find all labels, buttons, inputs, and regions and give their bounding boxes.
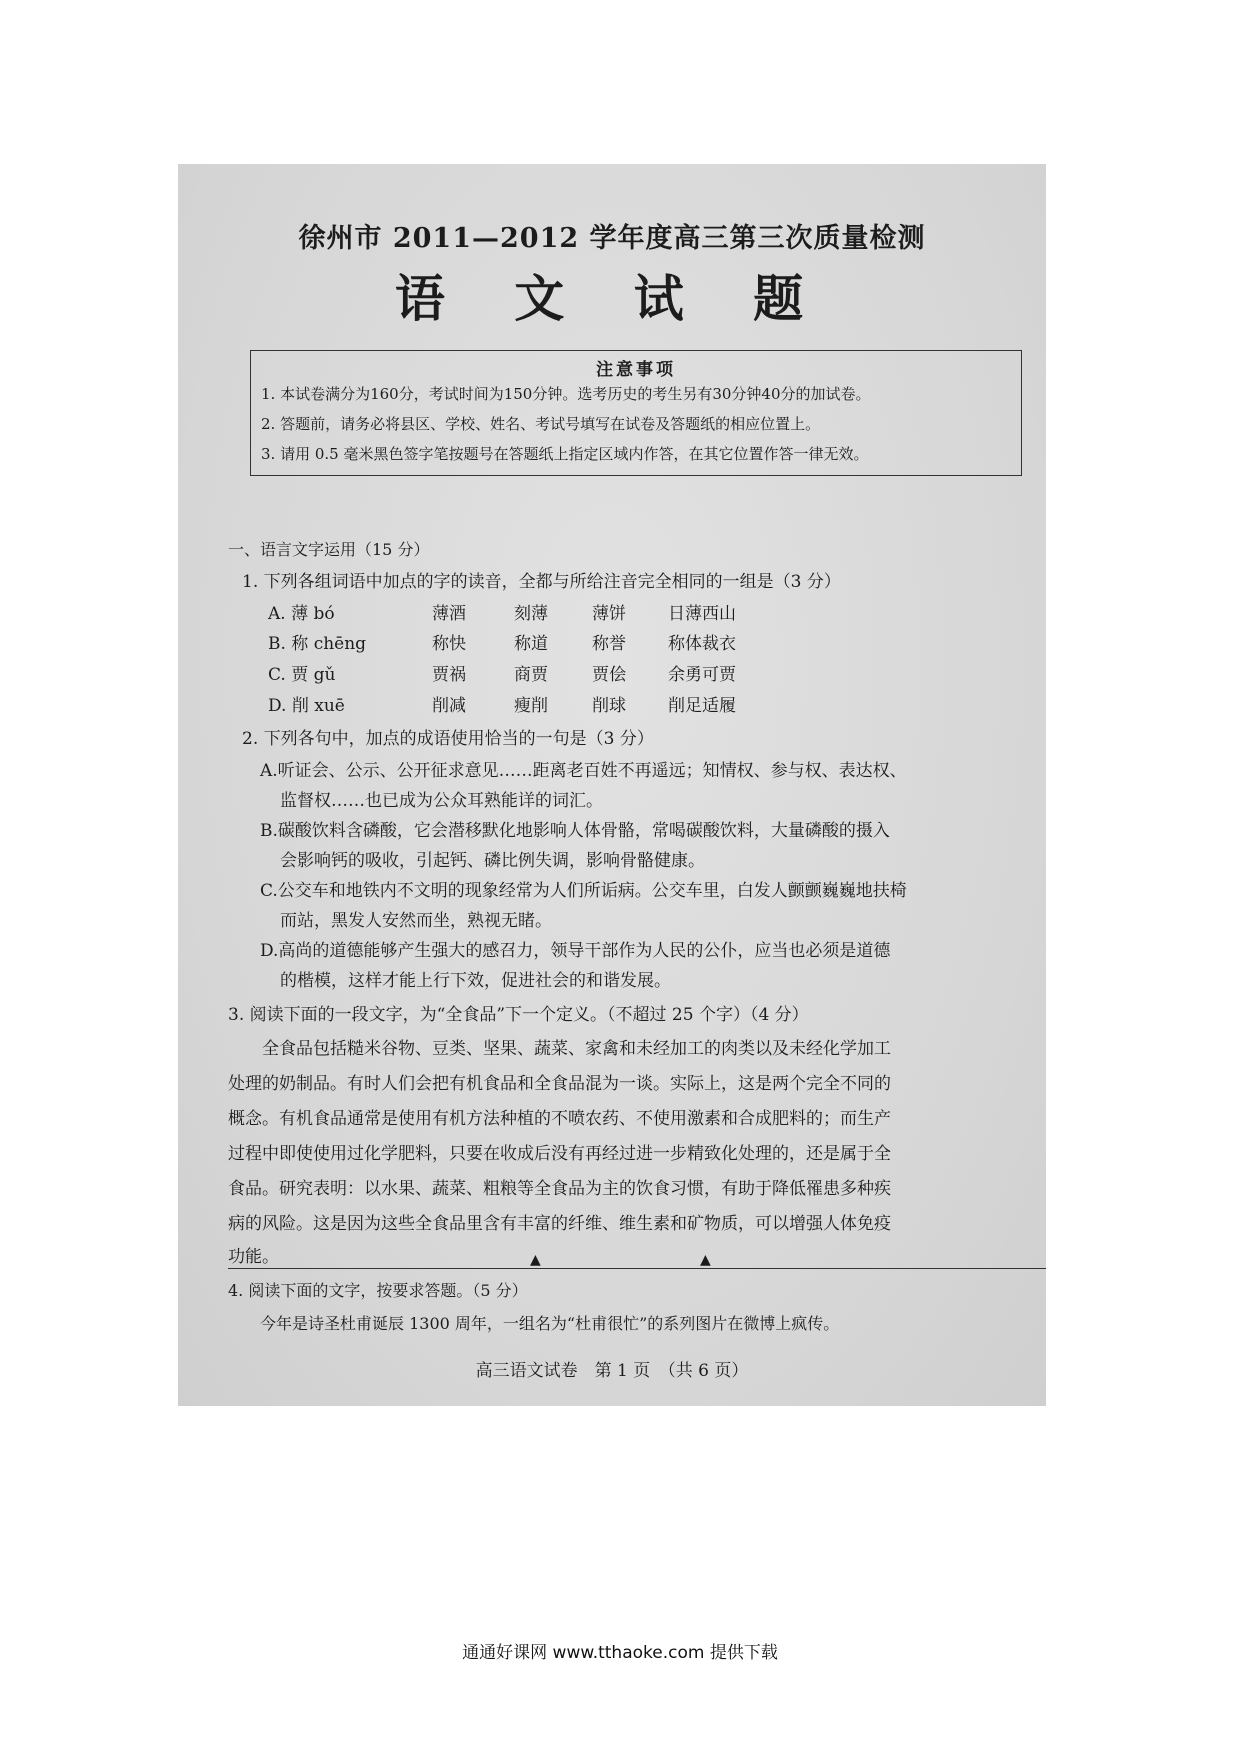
site-footer: 通通好课网 www.tthaoke.com 提供下载	[462, 1643, 778, 1663]
q2-option-b-line2: 会影响钙的吸收，引起钙、磷比例失调，影响骨骼健康。	[280, 851, 705, 871]
q1-option-label: C. 贾 gǔ	[268, 665, 336, 685]
section-heading: 一、语言文字运用（15 分）	[228, 540, 430, 559]
q2-option-a-line1: A.听证会、公示、公开征求意见……距离老百姓不再遥远；知情权、参与权、表达权、	[260, 761, 907, 781]
q1-option-label: A. 薄 bó	[268, 604, 335, 624]
q4-stem: 4. 阅读下面的文字，按要求答题。（5 分）	[228, 1281, 528, 1300]
q1-word: 削球	[592, 696, 626, 716]
q1-word: 薄酒	[432, 604, 466, 624]
q1-word: 商贾	[514, 665, 548, 685]
q1-word: 称快	[432, 634, 466, 654]
q1-word: 余勇可贾	[668, 665, 736, 685]
q1-word: 称体裁衣	[668, 634, 736, 654]
q1-word: 称誉	[592, 634, 626, 654]
notice-item: 2. 答题前，请务必将县区、学校、姓名、考试号填写在试卷及答题纸的相应位置上。	[261, 415, 821, 433]
q3-passage-line: 处理的奶制品。有时人们会把有机食品和全食品混为一谈。实际上，这是两个完全不同的	[228, 1074, 891, 1094]
q3-passage-line: 功能。	[228, 1247, 279, 1267]
q2-option-d-line2: 的楷模，这样才能上行下效，促进社会的和谐发展。	[280, 971, 671, 991]
q1-word: 削足适履	[668, 696, 736, 716]
q3-passage-line: 病的风险。这是因为这些全食品里含有丰富的纤维、维生素和矿物质，可以增强人体免疫	[228, 1214, 891, 1234]
q1-word: 贾侩	[592, 665, 626, 685]
q3-passage-line: 概念。有机食品通常是使用有机方法种植的不喷农药、不使用激素和合成肥料的；而生产	[228, 1109, 891, 1129]
q2-option-c-line2: 而站，黑发人安然而坐，熟视无睹。	[280, 911, 552, 931]
q1-word: 贾祸	[432, 665, 466, 685]
divider-triangle: ▲	[700, 1252, 711, 1268]
q1-word: 薄饼	[592, 604, 626, 624]
q1-word: 称道	[514, 634, 548, 654]
q1-word: 刻薄	[514, 604, 548, 624]
notice-item: 3. 请用 0.5 毫米黑色签字笔按题号在答题纸上指定区域内作答，在其它位置作答一律无效。	[261, 445, 869, 463]
section-divider	[228, 1268, 1046, 1269]
divider-triangle: ▲	[530, 1252, 541, 1268]
q2-stem: 2. 下列各句中，加点的成语使用恰当的一句是（3 分）	[242, 729, 654, 749]
notice-title: 注意事项	[596, 360, 676, 380]
q1-word: 削减	[432, 696, 466, 716]
q2-option-b-line1: B.碳酸饮料含磷酸，它会潜移默化地影响人体骨骼，常喝碳酸饮料，大量磷酸的摄入	[260, 821, 890, 841]
notice-item: 1. 本试卷满分为160分，考试时间为150分钟。选考历史的考生另有30分钟40分的加试卷。	[261, 385, 871, 403]
q4-passage-line: 今年是诗圣杜甫诞辰 1300 周年，一组名为“杜甫很忙”的系列图片在微博上疯传。	[260, 1314, 840, 1333]
q2-option-c-line1: C.公交车和地铁内不文明的现象经常为人们所诟病。公交车里，白发人颤颤巍巍地扶椅	[260, 881, 907, 901]
scanned-exam-page	[178, 164, 1046, 1406]
q2-option-a-line2: 监督权……也已成为公众耳熟能详的词汇。	[280, 791, 603, 811]
q1-option-label: D. 削 xuē	[268, 696, 345, 716]
notice-box	[250, 350, 1022, 476]
q1-word: 日薄西山	[668, 604, 736, 624]
q1-option-label: B. 称 chēng	[268, 634, 367, 654]
q3-passage-line: 食品。研究表明：以水果、蔬菜、粗粮等全食品为主的饮食习惯，有助于降低罹患多种疾	[228, 1179, 891, 1199]
exam-title: 徐州市 2011—2012 学年度高三第三次质量检测	[298, 223, 926, 254]
q1-word: 瘦削	[514, 696, 548, 716]
q3-passage-line: 过程中即使使用过化学肥料，只要在收成后没有再经过进一步精致化处理的，还是属于全	[228, 1144, 891, 1164]
q3-stem: 3. 阅读下面的一段文字，为“全食品”下一个定义。（不超过 25 个字）（4 分）	[228, 1005, 809, 1025]
q1-stem: 1. 下列各组词语中加点的字的读音，全都与所给注音完全相同的一组是（3 分）	[242, 572, 841, 592]
q2-option-d-line1: D.高尚的道德能够产生强大的感召力，领导干部作为人民的公仆，应当也必须是道德	[260, 941, 891, 961]
q3-passage-line: 全食品包括糙米谷物、豆类、坚果、蔬菜、家禽和未经加工的肉类以及未经化学加工	[262, 1039, 891, 1059]
subject-title: 语 文 试 题	[394, 269, 830, 328]
page-number: 高三语文试卷 第 1 页 （共 6 页）	[475, 1361, 749, 1381]
